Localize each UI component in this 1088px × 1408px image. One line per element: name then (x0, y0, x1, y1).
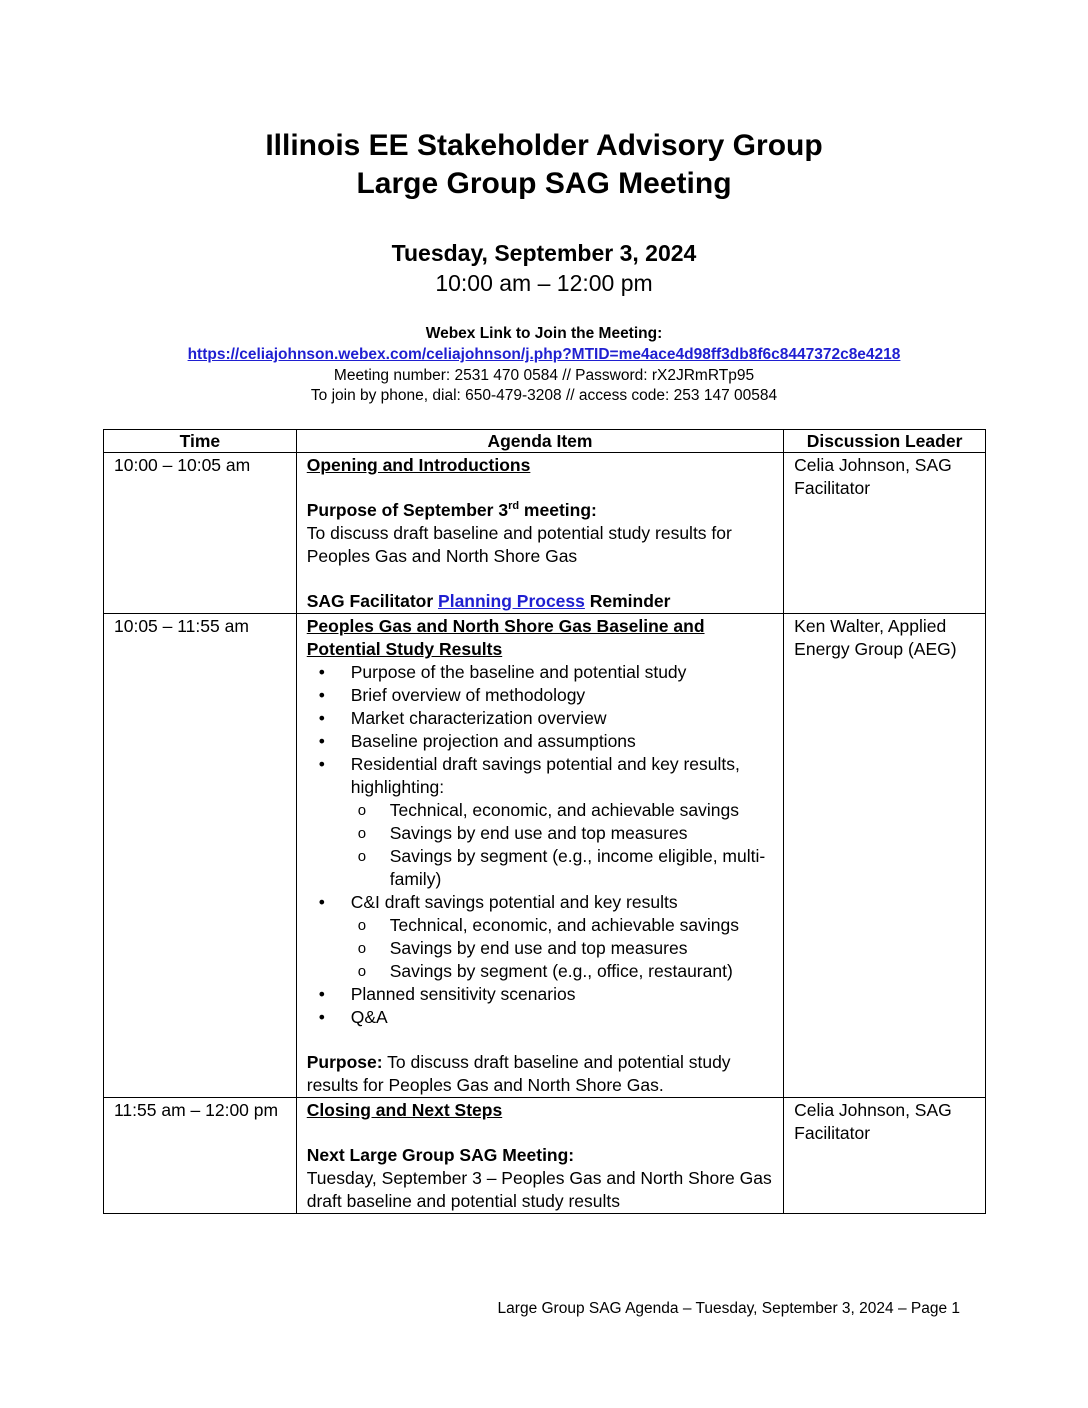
webex-link[interactable]: https://celiajohnson.webex.com/celiajohnson/j.php?MTID=me4ace4d98ff3db8f6c8447372c8e4218 (187, 346, 901, 363)
document-title: Illinois EE Stakeholder Advisory Group (265, 129, 823, 162)
page-footer: Large Group SAG Agenda – Tuesday, September 3, 2024 – Page 1 (497, 1300, 960, 1317)
row1-purpose-text: To discuss draft baseline and potential study results for Peoples Gas and North Shore Gas (306, 523, 732, 566)
agenda-table (103, 429, 986, 1214)
document-subtitle: Large Group SAG Meeting (356, 167, 732, 200)
row2-heading: Peoples Gas and North Shore Gas Baseline and Potential Study Results (306, 616, 705, 659)
residential-sub-list (351, 799, 773, 891)
list-item: • Brief overview of methodology (351, 684, 773, 707)
table-header-row (104, 430, 986, 453)
row3-heading: Closing and Next Steps (306, 1100, 503, 1120)
row1-heading: Opening and Introductions (306, 455, 531, 475)
header-agenda-item: Agenda Item (296, 430, 783, 453)
list-item: o Technical, economic, and achievable savings (390, 914, 773, 937)
table-row (104, 1098, 986, 1214)
list-item: • Residential draft savings potential and key results, highlighting: o Technical, economic, and achievable savings o Savings by end use and top measures o Savings by segment (e.g., income eligible, multi-family) (351, 753, 773, 891)
row2-leader: Ken Walter, Applied Energy Group (AEG) (784, 614, 986, 1098)
webex-link-line (0, 345, 1088, 365)
header-time: Time (104, 430, 297, 453)
row3-next-text: Tuesday, September 3 – Peoples Gas and North Shore Gas draft baseline and potential study results (306, 1168, 772, 1211)
list-item: o Savings by end use and top measures (390, 937, 773, 960)
row2-time: 10:05 – 11:55 am (104, 614, 297, 1098)
list-item: o Savings by segment (e.g., office, restaurant) (390, 960, 773, 983)
row1-leader: Celia Johnson, SAG Facilitator (784, 453, 986, 614)
table-row (104, 614, 986, 1098)
list-item: o Savings by end use and top measures (390, 822, 773, 845)
row1-purpose-label: Purpose of September 3rd meeting: (306, 500, 597, 520)
list-item: • Q&A (351, 1006, 773, 1029)
row1-agenda (296, 453, 783, 614)
meeting-time: 10:00 am – 12:00 pm (435, 270, 653, 296)
planning-process-link[interactable]: Planning Process (438, 591, 585, 611)
row3-agenda (296, 1098, 783, 1214)
row1-time: 10:00 – 10:05 am (104, 453, 297, 614)
header-discussion-leader: Discussion Leader (784, 430, 986, 453)
row2-bullet-list (307, 661, 773, 1029)
ci-sub-list (351, 914, 773, 983)
list-item: • C&I draft savings potential and key results o Technical, economic, and achievable savings o Savings by end use and top measures o Savings by segment (e.g., office, restaurant) (351, 891, 773, 983)
list-item: • Baseline projection and assumptions (351, 730, 773, 753)
meeting-date: Tuesday, September 3, 2024 (391, 240, 697, 266)
list-item: o Savings by segment (e.g., income eligible, multi-family) (390, 845, 773, 891)
list-item: • Planned sensitivity scenarios (351, 983, 773, 1006)
row2-agenda (296, 614, 783, 1098)
phone-dial-info: To join by phone, dial: 650-479-3208 // access code: 253 147 00584 (310, 387, 778, 404)
row3-next-label: Next Large Group SAG Meeting: (306, 1145, 575, 1165)
list-item: o Technical, economic, and achievable savings (390, 799, 773, 822)
table-row (104, 453, 986, 614)
list-item: • Market characterization overview (351, 707, 773, 730)
webex-label: Webex Link to Join the Meeting: (425, 325, 663, 342)
row2-purpose: Purpose: To discuss draft baseline and potential study results for Peoples Gas and North Shore Gas. (306, 1052, 731, 1095)
row1-reminder: SAG Facilitator Planning Process Reminder (306, 591, 671, 611)
row3-time: 11:55 am – 12:00 pm (104, 1098, 297, 1214)
row3-leader: Celia Johnson, SAG Facilitator (784, 1098, 986, 1214)
list-item: • Purpose of the baseline and potential study (351, 661, 773, 684)
meeting-number-info: Meeting number: 2531 470 0584 // Password: rX2JRmRTp95 (333, 367, 755, 384)
